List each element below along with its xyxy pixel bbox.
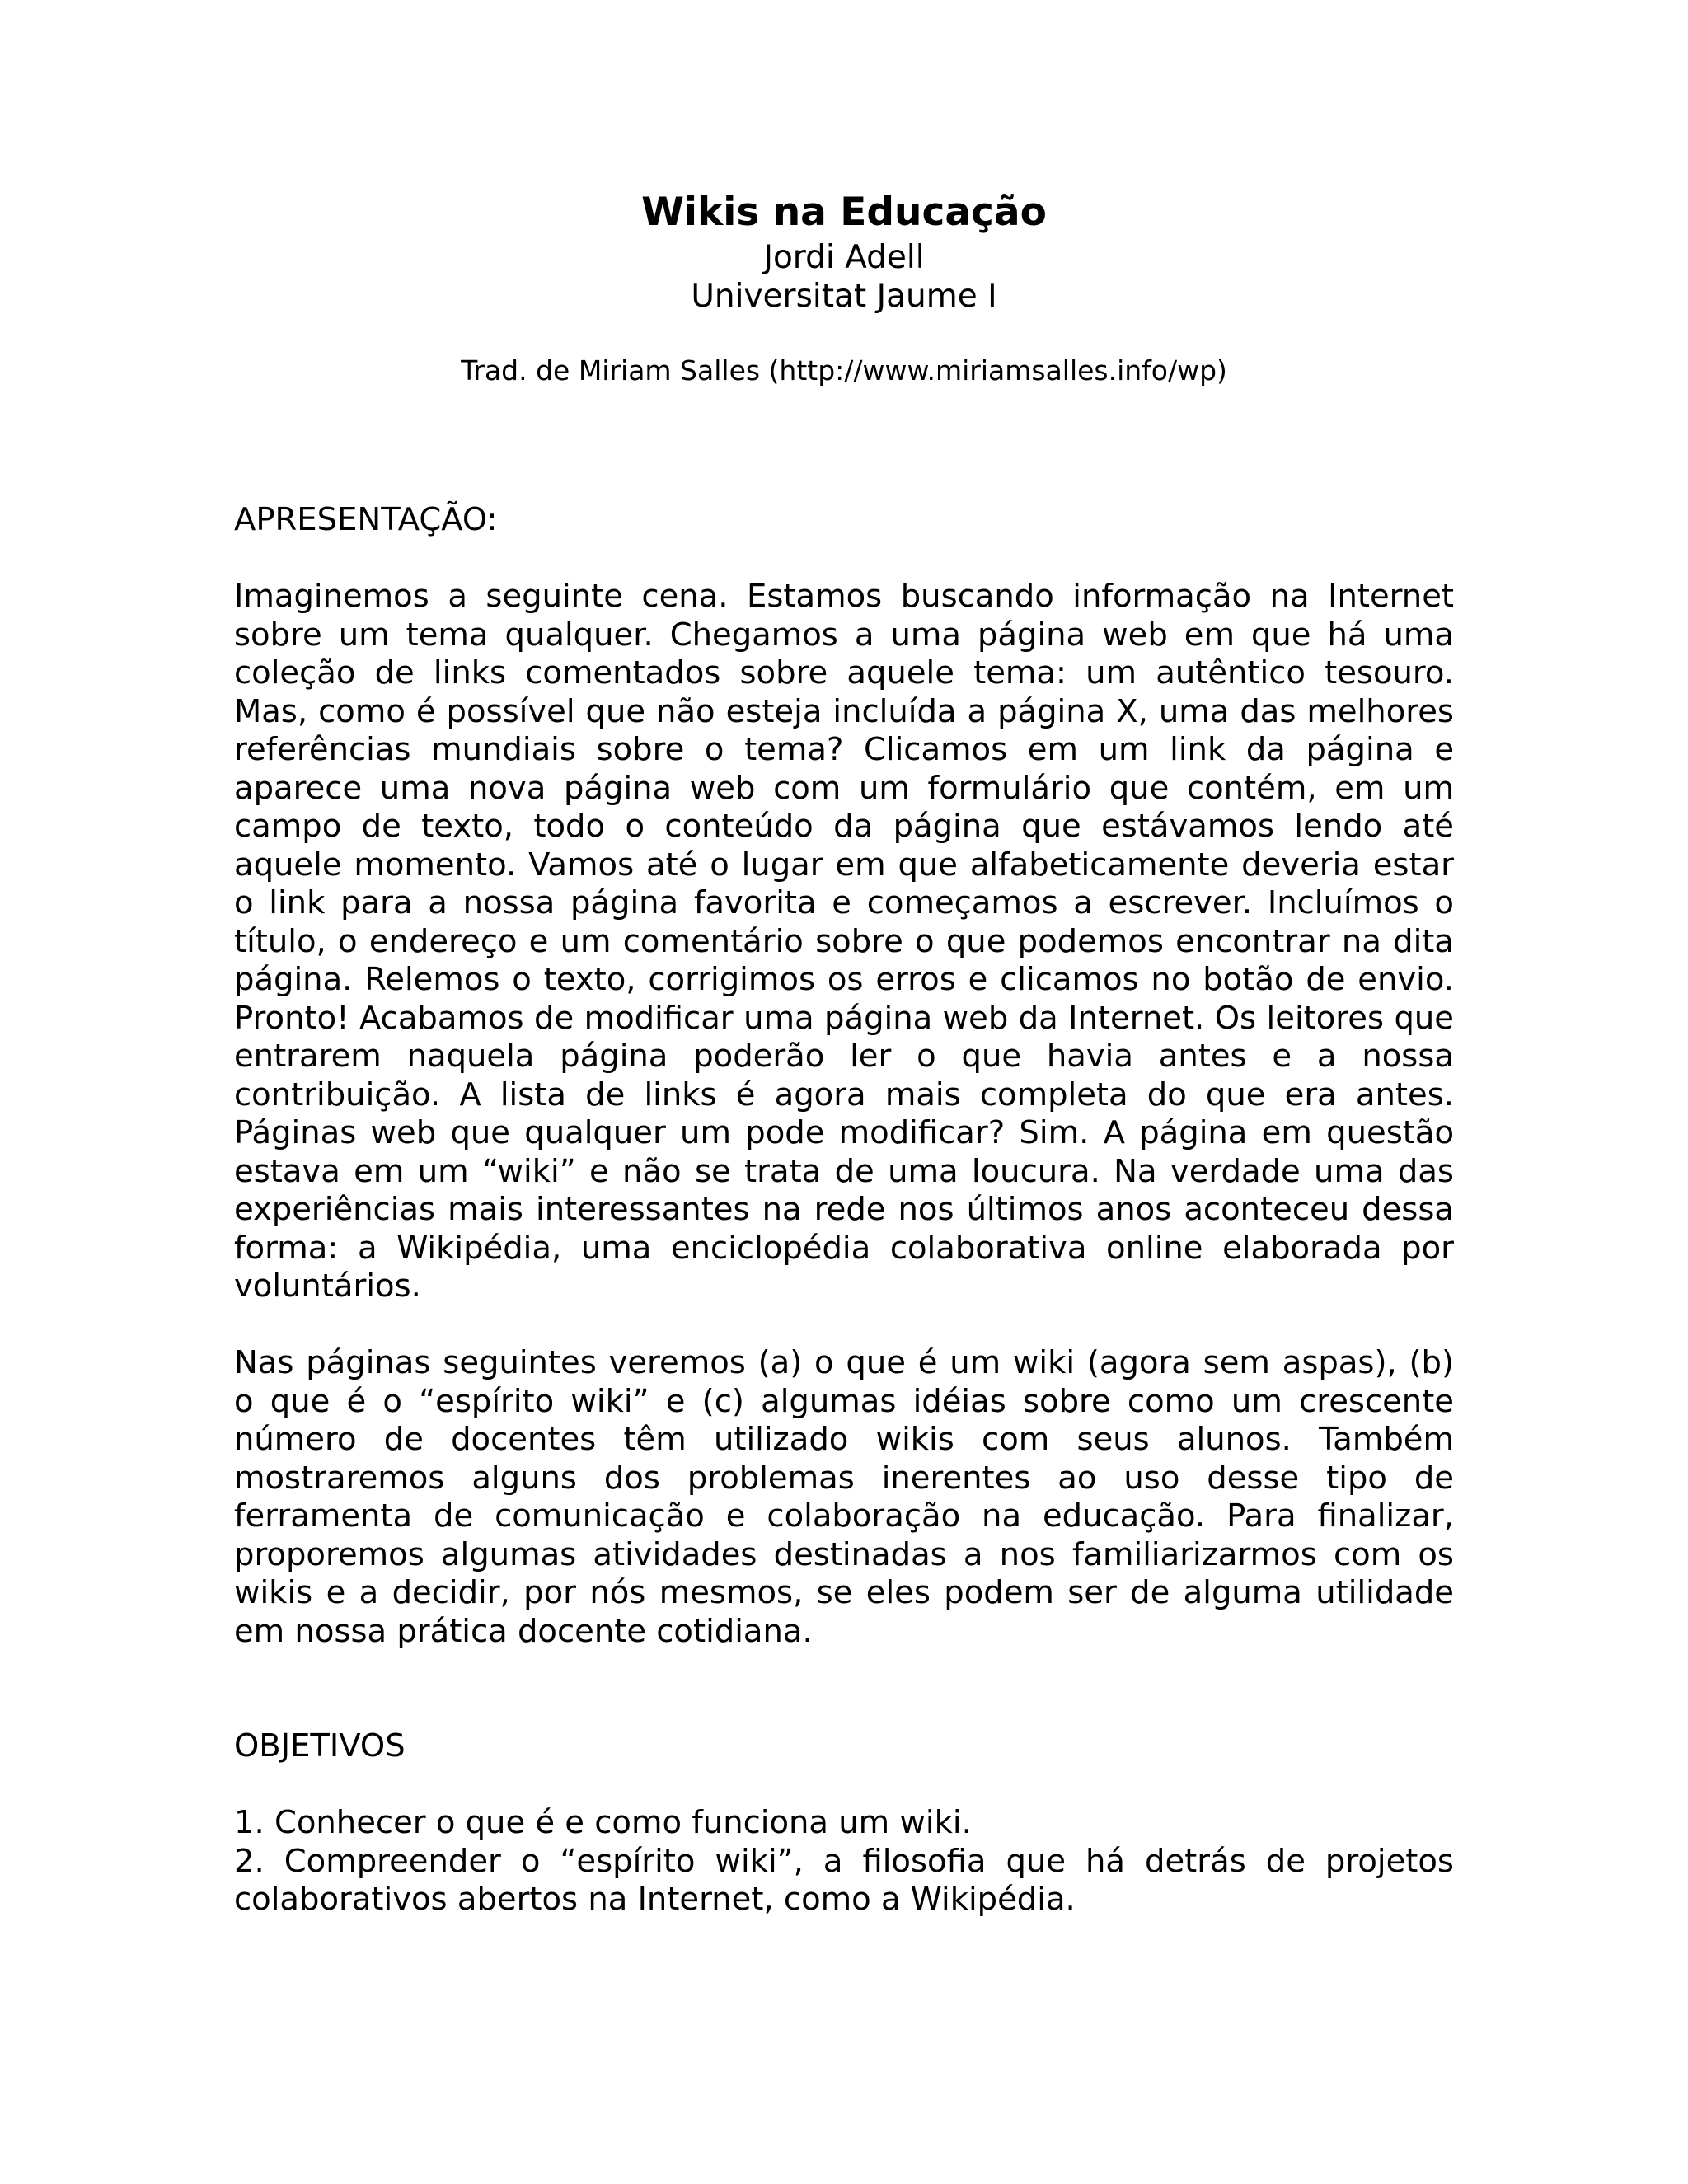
spacer bbox=[234, 1306, 1454, 1345]
objective-item-2: 2. Compreender o “espírito wiki”, a filosofia que há detrás de projetos colaborativos abertos na Internet, como a Wikipédia. bbox=[234, 1842, 1454, 1918]
document-body bbox=[234, 501, 1454, 1919]
objective-item-1: 1. Conhecer o que é e como funciona um wiki. bbox=[234, 1804, 972, 1841]
section-heading-presentation: APRESENTAÇÃO: bbox=[234, 501, 498, 538]
spacer bbox=[234, 540, 1454, 579]
translation-credit: Trad. de Miriam Salles (http://www.miriamsalles.info/wp) bbox=[461, 354, 1227, 387]
author-name: Jordi Adell bbox=[763, 239, 925, 276]
spacer bbox=[234, 1651, 1454, 1727]
presentation-paragraph-2: Nas páginas seguintes veremos (a) o que é um wiki (agora sem aspas), (b) o que é o “espírito wiki” e (c) algumas idéias sobre como um crescente número de docentes têm utilizado wikis com seus alunos. Também mostraremos alguns dos problemas inerentes ao uso desse tipo de ferramenta de comunicação e colaboração na educação. Para finalizar, proporemos algumas atividades destinadas a nos familiarizarmos com os wikis e a decidir, por nós mesmos, se eles podem ser de alguma utilidade em nossa prática docente cotidiana. bbox=[234, 1344, 1454, 1650]
presentation-paragraph-1: Imaginemos a seguinte cena. Estamos buscando informação na Internet sobre um tema qualquer. Chegamos a uma página web em que há uma coleção de links comentados sobre aquele tema: um autêntico tesouro. Mas, como é possível que não esteja incluída a página X, uma das melhores referências mundiais sobre o tema? Clicamos em um link da página e aparece uma nova página web com um formulário que contém, em um campo de texto, todo o conteúdo da página que estávamos lendo até aquele momento. Vamos até o lugar em que alfabeticamente deveria estar o link para a nossa página favorita e começamos a escrever. Incluímos o título, o endereço e um comentário sobre o que podemos encontrar na dita página. Relemos o texto, corrigimos os erros e clicamos no botão de envio. Pronto! Acabamos de modificar uma página web da Internet. Os leitores que entrarem naquela página poderão ler o que havia antes e a nossa contribuição. A lista de links é agora mais completa do que era antes. Páginas web que qualquer um pode modificar? Sim. A página em questão estava em um “wiki” e não se trata de uma loucura. Na verdade uma das experiências mais interessantes na rede nos últimos anos aconteceu dessa forma: a Wikipédia, uma enciclopédia colaborativa online elaborada por voluntários. bbox=[234, 578, 1454, 1305]
author-affiliation: Universitat Jaume I bbox=[691, 278, 997, 315]
section-heading-objectives: OBJETIVOS bbox=[234, 1727, 406, 1765]
spacer bbox=[234, 1766, 1454, 1805]
document-title: Wikis na Educação bbox=[641, 190, 1047, 235]
